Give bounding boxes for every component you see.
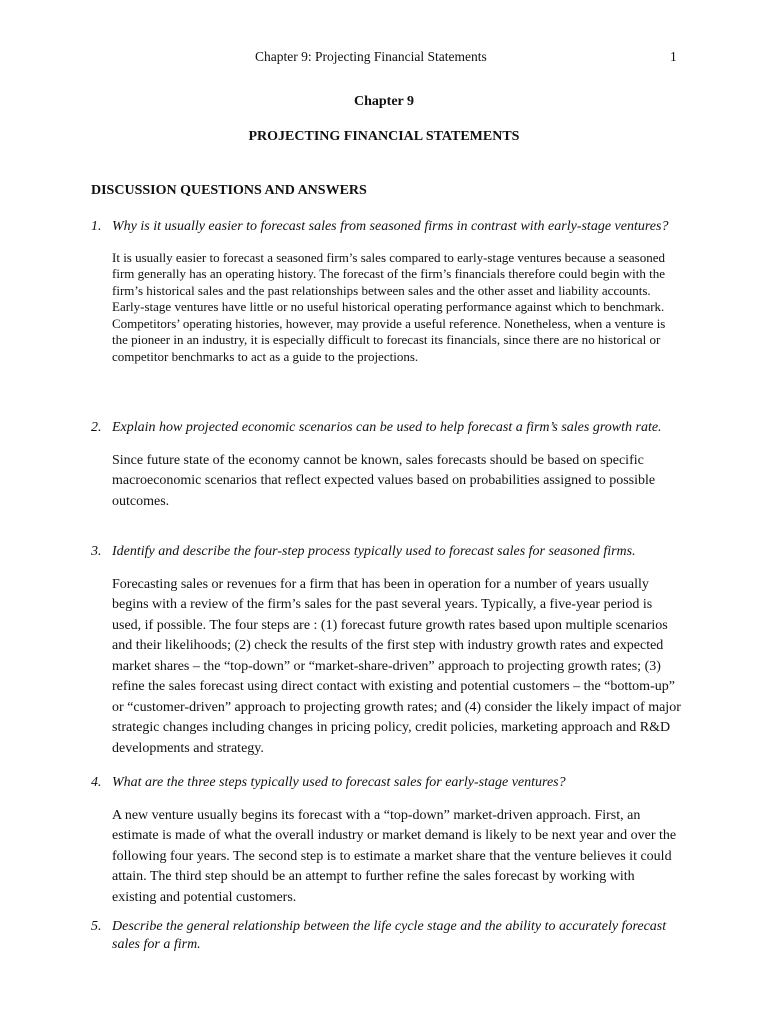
question-number: 2. — [91, 420, 102, 435]
chapter-label: Chapter 9 — [353, 94, 415, 109]
question-number: 3. — [91, 544, 102, 559]
section-heading: DISCUSSION QUESTIONS AND ANSWERS — [91, 183, 367, 198]
question — [91, 774, 681, 792]
question-text: Why is it usually easier to forecast sales from seasoned firms in contrast with early-stage ventures? — [112, 219, 669, 234]
chapter-title: PROJECTING FINANCIAL STATEMENTS — [248, 129, 520, 144]
answer-text: It is usually easier to forecast a seasoned firm’s sales compared to early-stage ventures because a seasoned firm generally has an operating history. The forecast of the firm’s financials therefore could begin with the firm’s historical sales and the past relationships between sales and the other asset and liability accounts. Early-stage ventures have little or no useful historical operating performance against which to benchmark. Competitors’ operating histories, however, may provide a useful reference. Nonetheless, when a venture is the pioneer in an industry, it is especially difficult to forecast its financials, since there are no historical or competitor benchmarks to act as a guide to the projections. — [112, 249, 666, 364]
page-number: 1 — [670, 49, 677, 64]
question — [91, 918, 681, 953]
question — [91, 419, 681, 437]
qa-item-4 — [91, 774, 681, 908]
qa-item-5 — [91, 918, 681, 953]
answer-text: Since future state of the economy cannot be known, sales forecasts should be based on specific macroeconomic scenarios that reflect expected values based on probabilities assigned to possible outcomes. — [112, 452, 656, 509]
question — [91, 218, 681, 236]
question — [91, 543, 681, 561]
qa-item-2 — [91, 419, 681, 512]
question-text: Identify and describe the four-step process typically used to forecast sales for seasoned firms. — [112, 544, 636, 559]
qa-item-1 — [91, 218, 681, 365]
answer-text: A new venture usually begins its forecast with a “top-down” market-driven approach. First, an estimate is made of what the overall industry or market demand is likely to be next year and over the following four years. The second step is to estimate a market share that the venture believes it could attain. The third step should be an attempt to further refine the sales forecast by working with existing and potential customers. — [112, 807, 677, 905]
question-text: Explain how projected economic scenarios can be used to help forecast a firm’s sales growth rate. — [112, 420, 662, 435]
qa-item-3 — [91, 543, 681, 759]
answer-text: Forecasting sales or revenues for a firm that has been in operation for a number of years usually begins with a review of the firm’s sales for the past several years. Typically, a five-year period is used, if possible. The four steps are : (1) forecast future growth rates based upon multiple scenarios and their likelihoods; (2) check the results of the first step with industry growth rates and expected market shares – the “top-down” or “market-share-driven” approach to projecting growth rates; (3) refine the sales forecast using direct contact with existing and potential customers – the “bottom-up” or “customer-driven” approach to projecting growth rates; and (4) consider the likely impact of major strategic changes including changes in pricing policy, credit policies, marketing approach and R&D developments and strategy. — [112, 576, 681, 756]
question-number: 4. — [91, 775, 102, 790]
question-number: 1. — [91, 219, 102, 234]
question-text: Describe the general relationship between the life cycle stage and the ability to accurately forecast sales for a firm. — [112, 919, 667, 952]
question-text: What are the three steps typically used to forecast sales for early-stage ventures? — [112, 775, 566, 790]
question-number: 5. — [91, 919, 102, 934]
running-header-title: Chapter 9: Projecting Financial Statements — [255, 49, 487, 64]
